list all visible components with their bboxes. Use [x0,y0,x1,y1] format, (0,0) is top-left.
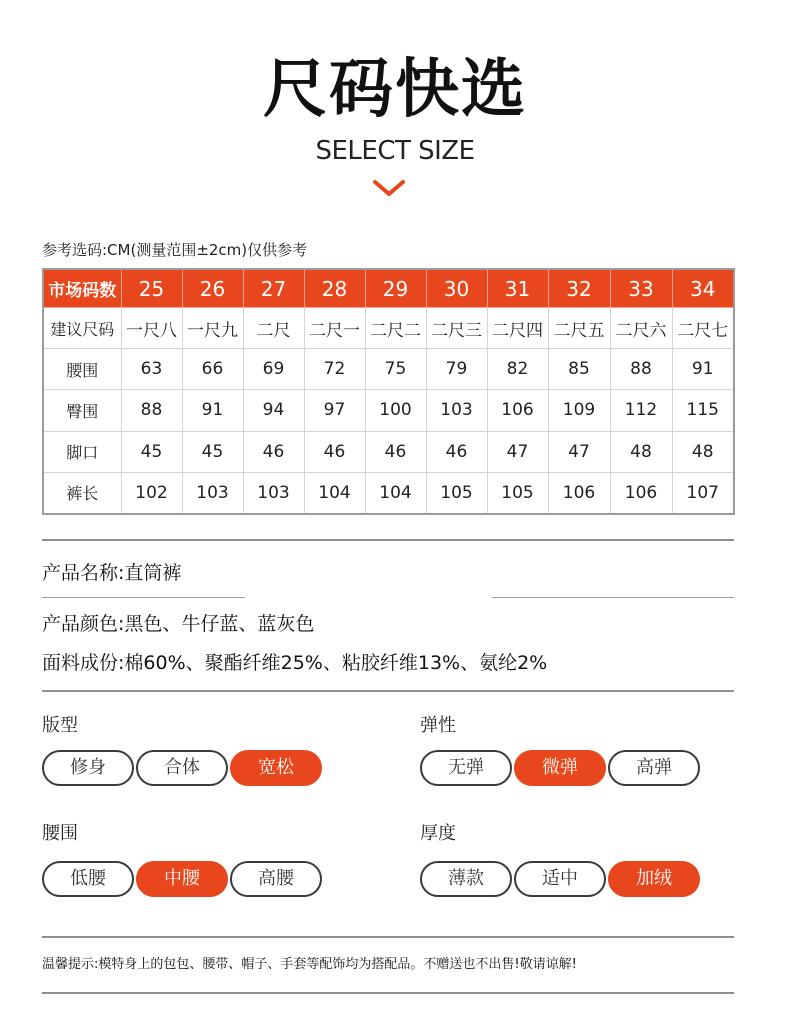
waist-option-mid[interactable]: 中腰 [136,861,228,897]
table-cell: 二尺三 [426,308,487,349]
size-col-header: 31 [487,269,548,308]
table-cell: 104 [304,472,365,514]
row-label: 建议尺码 [43,308,121,349]
table-row [43,308,734,349]
table-cell: 91 [182,390,243,431]
size-col-header: 33 [610,269,672,308]
table-cell: 45 [182,431,243,472]
chevron-down-icon [371,176,407,200]
divider [42,539,734,541]
table-cell: 69 [243,349,304,390]
table-cell: 一尺八 [121,308,182,349]
table-cell: 75 [365,349,426,390]
table-cell: 二尺 [243,308,304,349]
divider [42,690,734,692]
table-cell: 二尺五 [548,308,610,349]
reference-note: 参考选码:CM(测量范围±2cm)仅供参考 [42,241,308,259]
table-row [43,431,734,472]
thickness-option-thin[interactable]: 薄款 [420,861,512,897]
thickness-label: 厚度 [420,823,456,844]
table-cell: 45 [121,431,182,472]
table-cell: 109 [548,390,610,431]
waist-label: 腰围 [42,823,78,844]
size-col-header: 30 [426,269,487,308]
table-cell: 46 [243,431,304,472]
waist-option-high[interactable]: 高腰 [230,861,322,897]
table-cell: 106 [610,472,672,514]
table-cell: 63 [121,349,182,390]
table-cell: 112 [610,390,672,431]
table-cell: 一尺九 [182,308,243,349]
elasticity-option-slight[interactable]: 微弹 [514,750,606,786]
product-name: 产品名称:直筒裤 [42,562,182,584]
elasticity-option-none[interactable]: 无弹 [420,750,512,786]
elasticity-option-high[interactable]: 高弹 [608,750,700,786]
table-cell: 47 [487,431,548,472]
table-cell: 94 [243,390,304,431]
table-cell: 105 [487,472,548,514]
size-header-row [43,269,734,308]
table-cell: 100 [365,390,426,431]
elasticity-label: 弹性 [420,715,456,736]
table-row [43,390,734,431]
page-title: 尺码快选 [263,53,527,127]
table-cell: 72 [304,349,365,390]
table-cell: 107 [672,472,734,514]
row-label: 臀围 [43,390,121,431]
table-cell: 47 [548,431,610,472]
table-cell: 104 [365,472,426,514]
table-cell: 106 [548,472,610,514]
table-cell: 115 [672,390,734,431]
size-col-header: 29 [365,269,426,308]
table-cell: 46 [426,431,487,472]
divider [492,597,734,598]
table-cell: 二尺六 [610,308,672,349]
thickness-option-medium[interactable]: 适中 [514,861,606,897]
divider [42,936,734,938]
table-cell: 82 [487,349,548,390]
fit-label: 版型 [42,715,78,736]
table-cell: 102 [121,472,182,514]
table-cell: 48 [610,431,672,472]
table-cell: 二尺七 [672,308,734,349]
fit-option-loose[interactable]: 宽松 [230,750,322,786]
table-cell: 46 [365,431,426,472]
table-cell: 48 [672,431,734,472]
size-col-header: 32 [548,269,610,308]
size-col-header: 34 [672,269,734,308]
divider [42,992,734,994]
table-cell: 105 [426,472,487,514]
table-cell: 106 [487,390,548,431]
divider [42,597,245,598]
waist-option-low[interactable]: 低腰 [42,861,134,897]
size-col-header: 25 [121,269,182,308]
row-label: 腰围 [43,349,121,390]
size-col-header: 28 [304,269,365,308]
table-cell: 103 [426,390,487,431]
product-fabric: 面料成份:棉60%、聚酯纤维25%、粘胶纤维13%、氨纶2% [42,652,548,674]
table-cell: 88 [121,390,182,431]
page-subtitle: SELECT SIZE [315,136,475,166]
size-col-header: 26 [182,269,243,308]
table-row [43,349,734,390]
footer-tip: 温馨提示:模特身上的包包、腰带、帽子、手套等配饰均为搭配品。不赠送也不出售!敬请谅解! [42,957,577,972]
table-cell: 103 [182,472,243,514]
table-cell: 二尺二 [365,308,426,349]
market-size-label: 市场码数 [43,269,121,308]
table-cell: 二尺一 [304,308,365,349]
table-cell: 二尺四 [487,308,548,349]
size-col-header: 27 [243,269,304,308]
size-table [42,268,735,515]
fit-option-slim[interactable]: 修身 [42,750,134,786]
fit-option-regular[interactable]: 合体 [136,750,228,786]
table-cell: 97 [304,390,365,431]
table-cell: 66 [182,349,243,390]
product-colors: 产品颜色:黑色、牛仔蓝、蓝灰色 [42,613,315,635]
table-cell: 88 [610,349,672,390]
table-cell: 85 [548,349,610,390]
row-label: 裤长 [43,472,121,514]
table-row [43,472,734,514]
thickness-option-fleece[interactable]: 加绒 [608,861,700,897]
table-cell: 46 [304,431,365,472]
row-label: 脚口 [43,431,121,472]
table-cell: 103 [243,472,304,514]
table-cell: 79 [426,349,487,390]
table-cell: 91 [672,349,734,390]
